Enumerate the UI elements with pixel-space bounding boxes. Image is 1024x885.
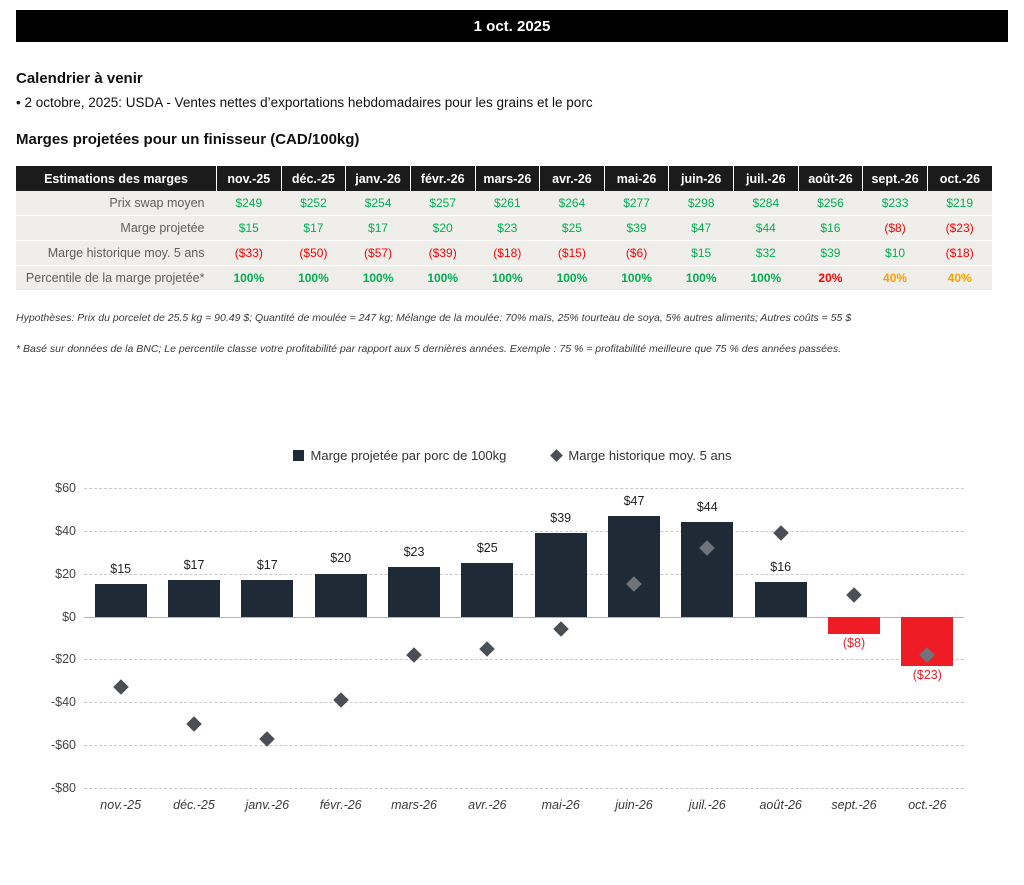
bar-juin-26 <box>608 516 660 617</box>
bar-mai-26 <box>535 533 587 617</box>
margins-table-title: Marges projetées pour un finisseur (CAD/100kg) <box>16 131 360 148</box>
x-tick-8: juil.-26 <box>688 798 726 812</box>
cell-proj-3: $20 <box>410 216 475 241</box>
cell-hist-3: ($39) <box>410 241 475 266</box>
cell-proj-10: ($8) <box>863 216 928 241</box>
cell-proj-9: $16 <box>798 216 863 241</box>
cell-proj-8: $44 <box>734 216 799 241</box>
cell-hist-2: ($57) <box>346 241 411 266</box>
x-tick-6: mai-26 <box>541 798 580 812</box>
marker-hist-janv-26 <box>260 731 276 747</box>
cell-swap-6: $277 <box>604 191 669 216</box>
marker-hist-dec-25 <box>186 716 202 732</box>
cell-swap-3: $257 <box>410 191 475 216</box>
cell-hist-9: $39 <box>798 241 863 266</box>
y-axis-labels <box>14 481 76 795</box>
cell-proj-11: ($23) <box>927 216 992 241</box>
cell-swap-0: $249 <box>217 191 282 216</box>
bar-aout-26 <box>755 582 807 616</box>
cell-pct-1: 100% <box>281 266 346 291</box>
y-tick-neg20: -$20 <box>50 652 76 667</box>
gridline-40 <box>84 531 964 532</box>
bar-dec-25 <box>168 580 220 616</box>
cell-hist-6: ($6) <box>604 241 669 266</box>
y-tick-neg80: -$80 <box>50 781 76 795</box>
table-header-col-1: déc.-25 <box>281 166 346 191</box>
diamond-swatch-icon <box>551 449 564 462</box>
table-row <box>16 191 992 216</box>
marker-hist-avr-26 <box>480 641 496 657</box>
chart-legend <box>0 448 1024 463</box>
cell-swap-5: $264 <box>540 191 605 216</box>
cell-hist-0: ($33) <box>217 241 282 266</box>
cell-pct-0: 100% <box>217 266 282 291</box>
calendar-item-0: • 2 octobre, 2025: USDA - Ventes nettes d’exportations hebdomadaires pour les grains et le porc <box>16 95 593 110</box>
gridline-neg80 <box>84 788 964 789</box>
x-tick-4: mars-26 <box>391 798 437 812</box>
cell-hist-11: ($18) <box>927 241 992 266</box>
margin-chart <box>0 400 1024 880</box>
bar-janv-26 <box>241 580 293 616</box>
y-tick-0: $0 <box>62 609 76 624</box>
gridline-neg40 <box>84 702 964 703</box>
table-header-col-10: sept.-26 <box>863 166 928 191</box>
bar-label-aout-26: $16 <box>770 559 792 574</box>
cell-pct-8: 100% <box>734 266 799 291</box>
x-tick-7: juin-26 <box>615 798 653 812</box>
cell-swap-10: $233 <box>863 191 928 216</box>
cell-swap-7: $298 <box>669 191 734 216</box>
table-row <box>16 266 992 291</box>
cell-pct-6: 100% <box>604 266 669 291</box>
margins-table <box>16 166 992 291</box>
table-header-col-9: août-26 <box>798 166 863 191</box>
x-tick-3: févr.-26 <box>319 798 362 812</box>
gridline-60 <box>84 488 964 489</box>
bar-mars-26 <box>388 567 440 616</box>
footnote-assumptions: Hypothèses: Prix du porcelet de 25.5 kg = 90.49 $; Quantité de moulée = 247 kg; Mélange de la moulée: 70% maïs, 25% tourteau de soya, 5% autres aliments; Autres coûts = 55 $ <box>16 312 852 324</box>
cell-swap-8: $284 <box>734 191 799 216</box>
row-label-swap: Prix swap moyen <box>16 191 217 216</box>
y-tick-60: $60 <box>55 481 76 495</box>
x-tick-10: sept.-26 <box>831 798 877 812</box>
table-header-col-2: janv.-26 <box>346 166 411 191</box>
bar-label-sept-26: ($8) <box>842 636 866 650</box>
x-tick-11: oct.-26 <box>908 798 947 812</box>
cell-pct-10: 40% <box>863 266 928 291</box>
header-date: 1 oct. 2025 <box>473 17 551 35</box>
row-label-historic-margin: Marge historique moy. 5 ans <box>16 241 217 266</box>
marker-hist-sept-26 <box>846 587 862 603</box>
legend-label-historic: Marge historique moy. 5 ans <box>568 448 732 463</box>
cell-hist-8: $32 <box>734 241 799 266</box>
bar-label-mai-26: $39 <box>550 510 572 525</box>
bar-label-juin-26: $47 <box>623 493 645 508</box>
gridline-neg20 <box>84 659 964 660</box>
bar-label-juil-26: $44 <box>696 499 718 514</box>
table-header-col-11: oct.-26 <box>927 166 992 191</box>
cell-pct-7: 100% <box>669 266 734 291</box>
cell-pct-2: 100% <box>346 266 411 291</box>
cell-pct-11: 40% <box>927 266 992 291</box>
cell-proj-4: $23 <box>475 216 540 241</box>
marker-hist-mai-26 <box>553 622 569 638</box>
cell-proj-2: $17 <box>346 216 411 241</box>
gridline-20 <box>84 574 964 575</box>
bar-label-dec-25: $17 <box>183 557 205 572</box>
cell-swap-9: $256 <box>798 191 863 216</box>
cell-pct-3: 100% <box>410 266 475 291</box>
cell-proj-5: $25 <box>540 216 605 241</box>
table-header-row <box>16 166 992 191</box>
x-axis-labels <box>84 798 964 828</box>
table-header-col-5: avr.-26 <box>540 166 605 191</box>
x-tick-1: déc.-25 <box>173 798 215 812</box>
bar-juil-26 <box>681 522 733 616</box>
bar-fevr-26 <box>315 574 367 617</box>
cell-pct-4: 100% <box>475 266 540 291</box>
cell-hist-10: $10 <box>863 241 928 266</box>
marker-hist-nov-25 <box>113 680 129 696</box>
row-label-projected-margin: Marge projetée <box>16 216 217 241</box>
bar-label-avr-26: $25 <box>476 540 498 555</box>
table-header-col-3: févr.-26 <box>410 166 475 191</box>
cell-proj-0: $15 <box>217 216 282 241</box>
cell-hist-7: $15 <box>669 241 734 266</box>
cell-pct-5: 100% <box>540 266 605 291</box>
bar-label-nov-25: $15 <box>110 562 132 576</box>
footnote-percentile: * Basé sur données de la BNC; Le percentile classe votre profitabilité par rapport aux 5 dernières années. Exemple : 75 % = profitabilité meilleure que 75 % des années passées. <box>16 343 842 355</box>
cell-proj-6: $39 <box>604 216 669 241</box>
date-header-bar <box>16 10 1008 42</box>
legend-item-historic <box>552 448 731 463</box>
table-row <box>16 216 992 241</box>
row-label-percentile: Percentile de la marge projetée* <box>16 266 217 291</box>
legend-item-projected <box>293 448 507 463</box>
bar-label-oct-26: ($23) <box>912 668 942 682</box>
bar-avr-26 <box>461 563 513 617</box>
plot-area <box>84 488 964 788</box>
bar-label-fevr-26: $20 <box>330 551 352 566</box>
marker-hist-fevr-26 <box>333 692 349 708</box>
calendar-title: Calendrier à venir <box>16 70 143 87</box>
y-tick-neg60: -$60 <box>50 738 76 753</box>
cell-hist-4: ($18) <box>475 241 540 266</box>
marker-hist-aout-26 <box>773 525 789 541</box>
table-header-col-4: mars-26 <box>475 166 540 191</box>
table-header-col-8: juil.-26 <box>734 166 799 191</box>
y-tick-40: $40 <box>55 523 76 538</box>
gridline-neg60 <box>84 745 964 746</box>
bar-swatch-icon <box>293 450 304 461</box>
table-header-col-7: juin-26 <box>669 166 734 191</box>
bar-nov-25 <box>95 584 147 616</box>
table-header-col-6: mai-26 <box>604 166 669 191</box>
y-tick-neg40: -$40 <box>50 695 76 710</box>
marker-hist-mars-26 <box>406 647 422 663</box>
cell-hist-5: ($15) <box>540 241 605 266</box>
cell-swap-1: $252 <box>281 191 346 216</box>
table-header-estimations: Estimations des marges <box>16 166 217 191</box>
bar-sept-26 <box>828 617 880 634</box>
x-tick-0: nov.-25 <box>100 798 142 812</box>
bar-label-janv-26: $17 <box>256 557 278 572</box>
bar-label-mars-26: $23 <box>403 544 425 559</box>
y-tick-20: $20 <box>55 566 76 581</box>
legend-label-projected: Marge projetée par porc de 100kg <box>310 448 507 463</box>
x-tick-2: janv.-26 <box>245 798 290 812</box>
table-header-col-0: nov.-25 <box>217 166 282 191</box>
cell-swap-11: $219 <box>927 191 992 216</box>
x-tick-9: août-26 <box>759 798 802 812</box>
cell-swap-4: $261 <box>475 191 540 216</box>
cell-pct-9: 20% <box>798 266 863 291</box>
cell-proj-1: $17 <box>281 216 346 241</box>
cell-swap-2: $254 <box>346 191 411 216</box>
table-row <box>16 241 992 266</box>
cell-proj-7: $47 <box>669 216 734 241</box>
x-tick-5: avr.-26 <box>468 798 507 812</box>
cell-hist-1: ($50) <box>281 241 346 266</box>
